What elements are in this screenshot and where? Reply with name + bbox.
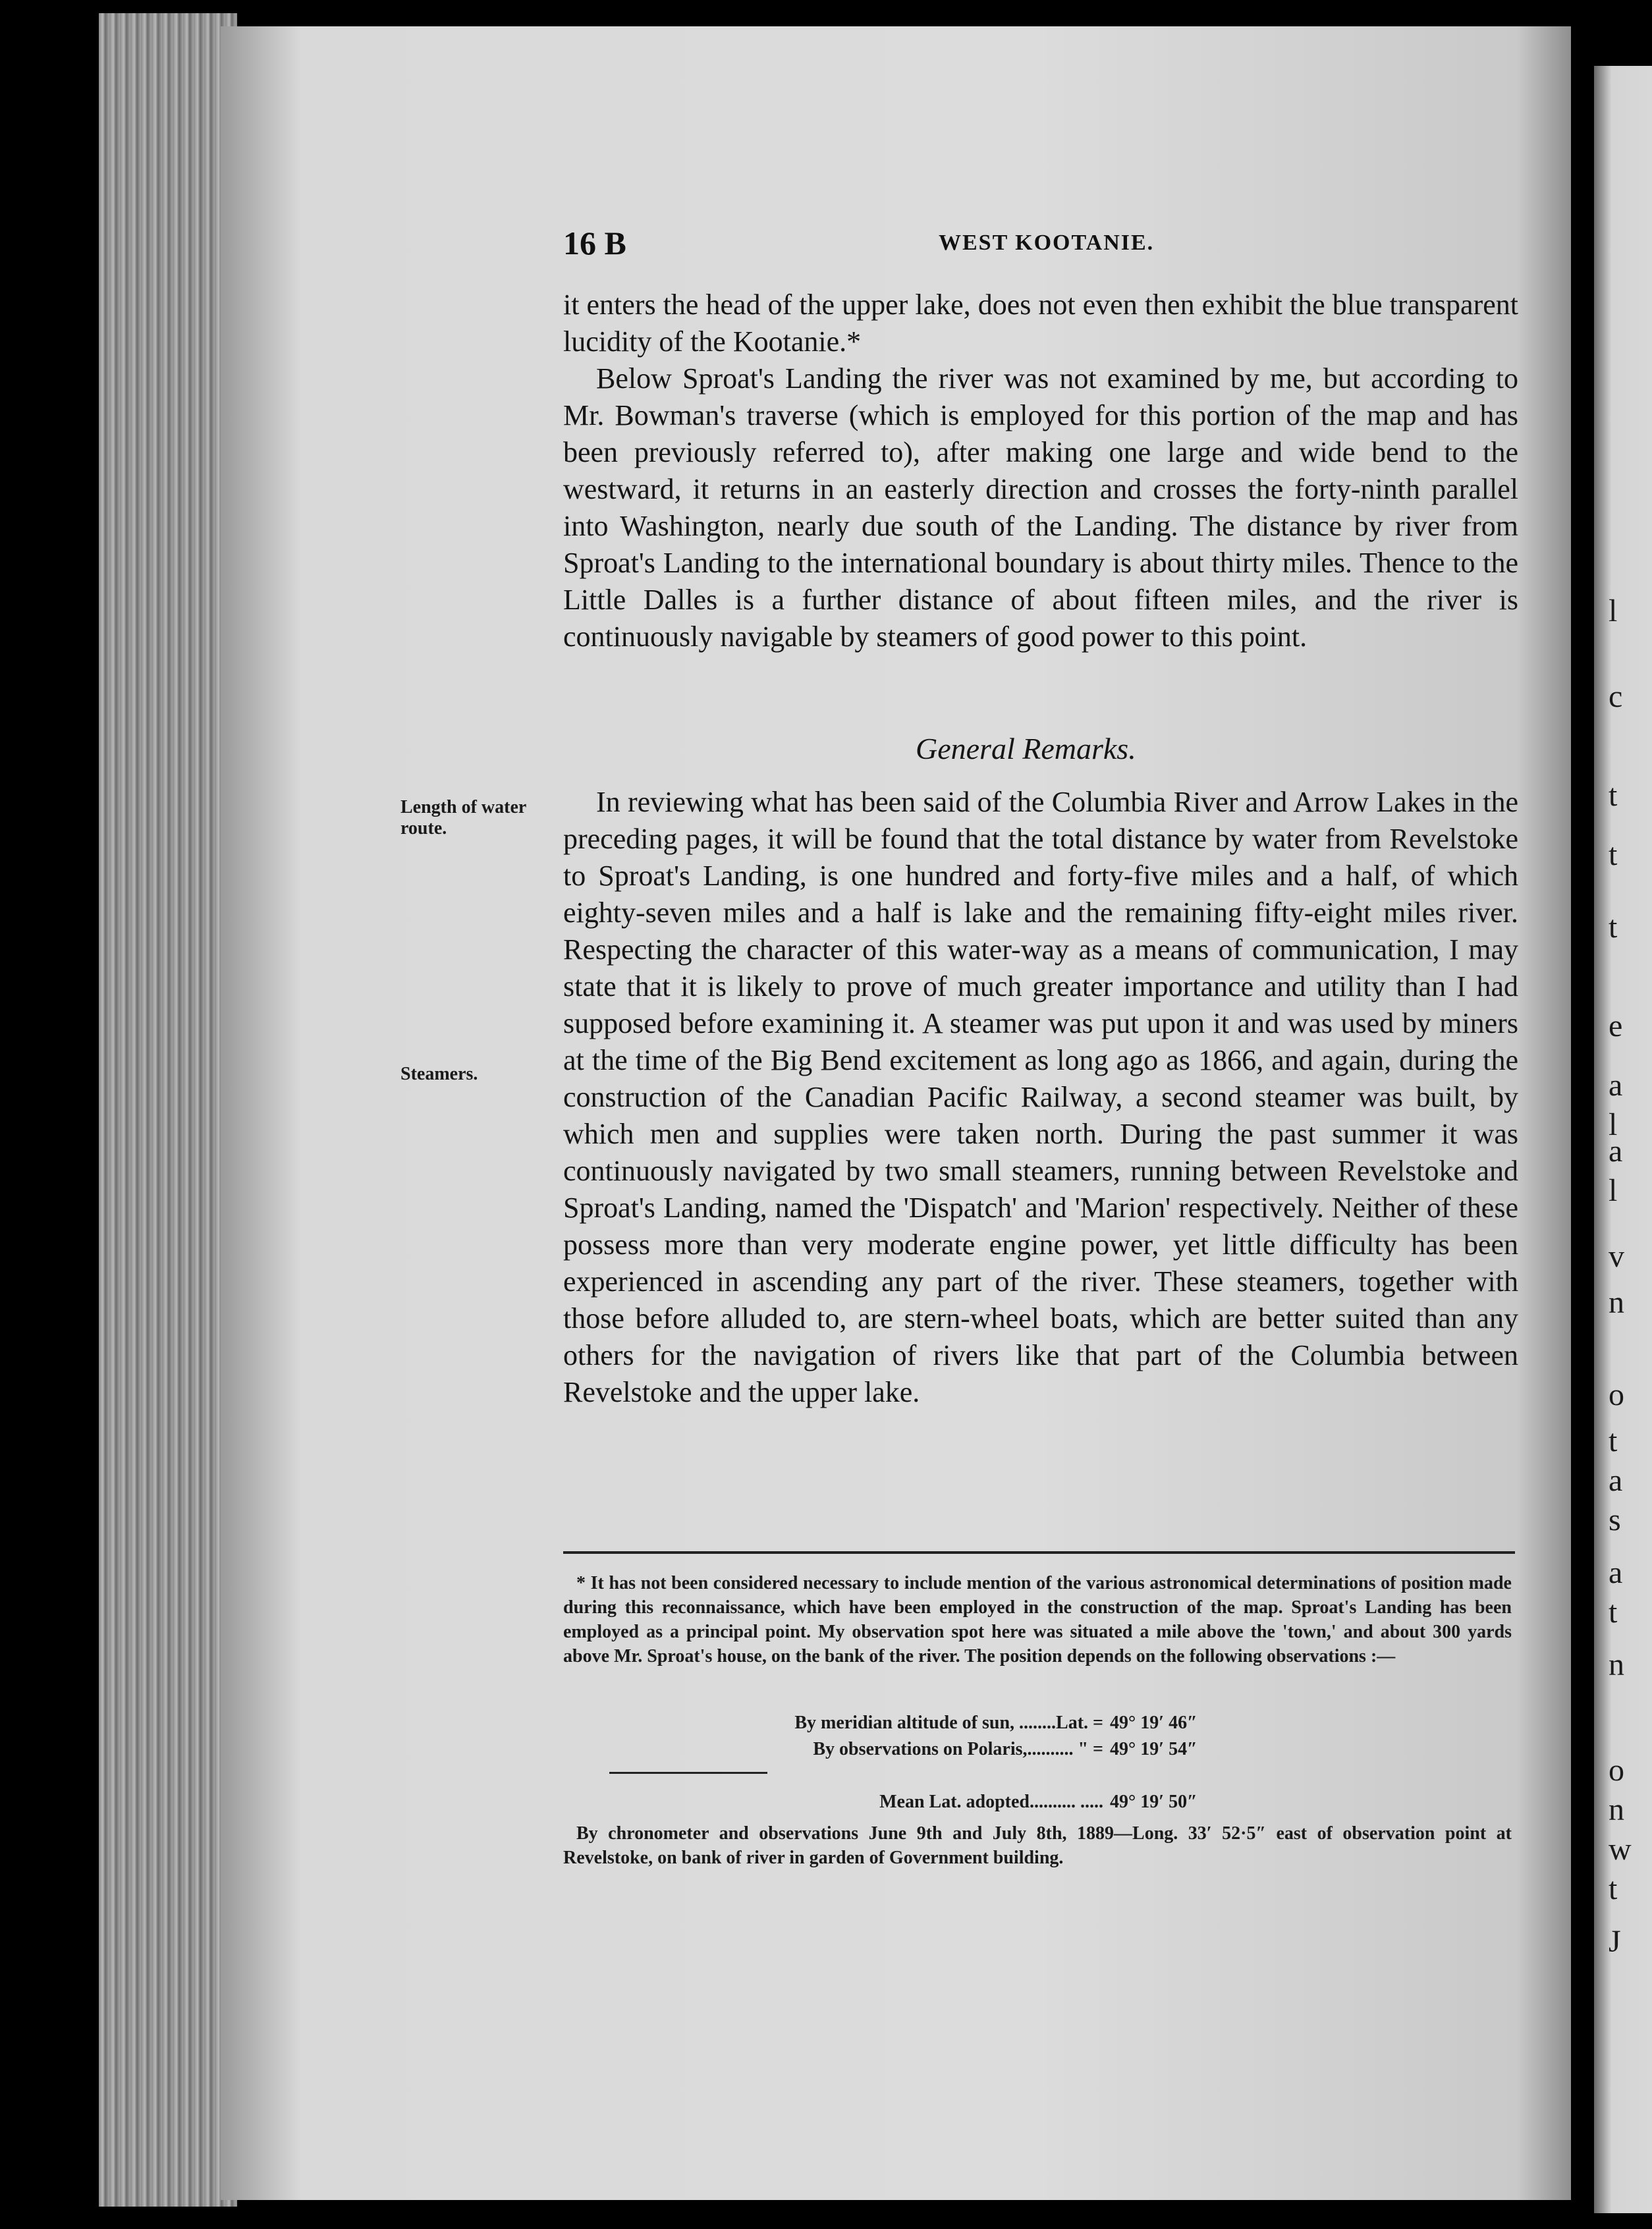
- footnote-text: * It has not been considered necessary to include mention of the various astronomical determinations of position made during this reconnaissance, which have been employed in the construction of the map. Sproat's Landing has been employed as a principal point. My observation spot here was situated a mile above the 'town,' and about 300 yards above Mr. Sproat's house, on the bank of the river. The position depends on the following observations :—: [563, 1573, 1512, 1666]
- facing-page-letter: l: [1609, 1107, 1618, 1142]
- facing-page-letter: s: [1609, 1502, 1621, 1537]
- observation-label: By meridian altitude of sun, ........Lat. =: [794, 1713, 1103, 1733]
- facing-page-letter: a: [1609, 1555, 1623, 1590]
- sidenote-steamers: Steamers.: [400, 1064, 478, 1084]
- observation-value: 49° 19′ 46″: [1110, 1713, 1198, 1733]
- facing-page-letter: a: [1609, 1463, 1623, 1498]
- facing-page-letter: t: [1609, 1871, 1618, 1906]
- facing-page-letter: t: [1609, 778, 1618, 813]
- facing-page-letter: t: [1609, 1423, 1618, 1458]
- paragraph-continuation: it enters the head of the upper lake, does not even then exhibit the blue transparent lucidity of the Kootanie.*: [563, 289, 1518, 358]
- facing-page-letter: a: [1609, 1068, 1623, 1103]
- paragraph-general-remarks: In reviewing what has been said of the Columbia River and Arrow Lakes in the preceding pages, it will be found that the total distance by water from Revelstoke to Sproat's Landing, is one hundred and forty-five miles and a half, of which eighty-seven miles and a half is lake and the remaining fifty-eight miles river. Respecting the character of this water-way as a means of communication, I may state that it is likely to prove of much greater importance and utility than I had supposed before examining it. A steamer was put upon it and was used by miners at the time of the Big Bend excitement as long ago as 1866, and again, during the construction of the Canadian Pacific Railway, a second steamer was built, by which men and supplies were taken north. During the past summer it was continuously navigated by two small steamers, running between Revelstoke and Sproat's Landing, named the 'Dispatch' and 'Marion' respectively. Neither of these possess more than very moderate engine power, yet little difficulty has been experienced in ascending any part of the river. These steamers, together with those before alluded to, are stern-wheel boats, which are better suited than any others for the navigation of rivers like that part of the Columbia between Revelstoke and the upper lake.: [563, 786, 1518, 1408]
- page-header: [563, 224, 1518, 263]
- book-page-edges: [99, 13, 237, 2207]
- facing-page-letter: J: [1609, 1924, 1621, 1959]
- facing-page-edge: [1594, 66, 1652, 2213]
- facing-page-letter: w: [1609, 1832, 1632, 1867]
- sum-rule: [609, 1772, 767, 1774]
- facing-page-letter: n: [1609, 1792, 1624, 1827]
- facing-page-letter: o: [1609, 1753, 1624, 1788]
- facing-page-letter: l: [1609, 593, 1618, 628]
- facing-page-letter: c: [1609, 679, 1623, 714]
- section-heading: General Remarks.: [916, 732, 1136, 765]
- footnote: [563, 1571, 1512, 1668]
- observation-label: By observations on Polaris,.......... " =: [813, 1739, 1103, 1759]
- facing-page-letter: t: [1609, 837, 1618, 872]
- body-text-top: [563, 287, 1518, 655]
- facing-page-letter: e: [1609, 1008, 1623, 1043]
- facing-page-letter: l: [1609, 1173, 1618, 1208]
- paragraph-sproats-landing: Below Sproat's Landing the river was not examined by me, but according to Mr. Bowman's traverse (which is employed for this portion of the map and has been previously referred to), after making one large and wide bend to the westward, it returns in an easterly direction and crosses the forty-ninth parallel into Washington, nearly due south of the Landing. The distance by river from Sproat's Landing to the international boundary is about thirty miles. Thence to the Little Dalles is a further distance of about fifteen miles, and the river is continuously navigable by steamers of good power to this point.: [563, 362, 1518, 653]
- observation-value: 49° 19′ 54″: [1110, 1739, 1198, 1759]
- footnote-rule: [563, 1551, 1515, 1554]
- footnote-longitude: [563, 1821, 1512, 1870]
- sidenote-length-of-water-route: [400, 797, 526, 839]
- observation-label: Mean Lat. adopted.......... .....: [879, 1792, 1103, 1812]
- facing-page-letter: t: [1609, 1595, 1618, 1630]
- facing-page-letter: a: [1609, 1134, 1623, 1169]
- sidenote-line: route.: [400, 818, 447, 839]
- observation-value: 49° 19′ 50″: [1110, 1792, 1198, 1812]
- facing-page-letter: n: [1609, 1647, 1624, 1682]
- page-number: 16 B: [563, 225, 626, 261]
- facing-page-letter: n: [1609, 1285, 1624, 1320]
- footnote-longitude-text: By chronometer and observations June 9th and July 8th, 1889—Long. 33′ 52·5″ east of observation point at Revelstoke, on bank of river in garden of Government building.: [563, 1823, 1512, 1868]
- sidenote-line: Length of water: [400, 797, 527, 817]
- body-text-remarks: [563, 784, 1518, 1411]
- facing-page-letter: o: [1609, 1377, 1624, 1412]
- running-title: WEST KOOTANIE.: [939, 231, 1155, 255]
- facing-page-letter: t: [1609, 910, 1618, 945]
- facing-page-letter: v: [1609, 1239, 1624, 1274]
